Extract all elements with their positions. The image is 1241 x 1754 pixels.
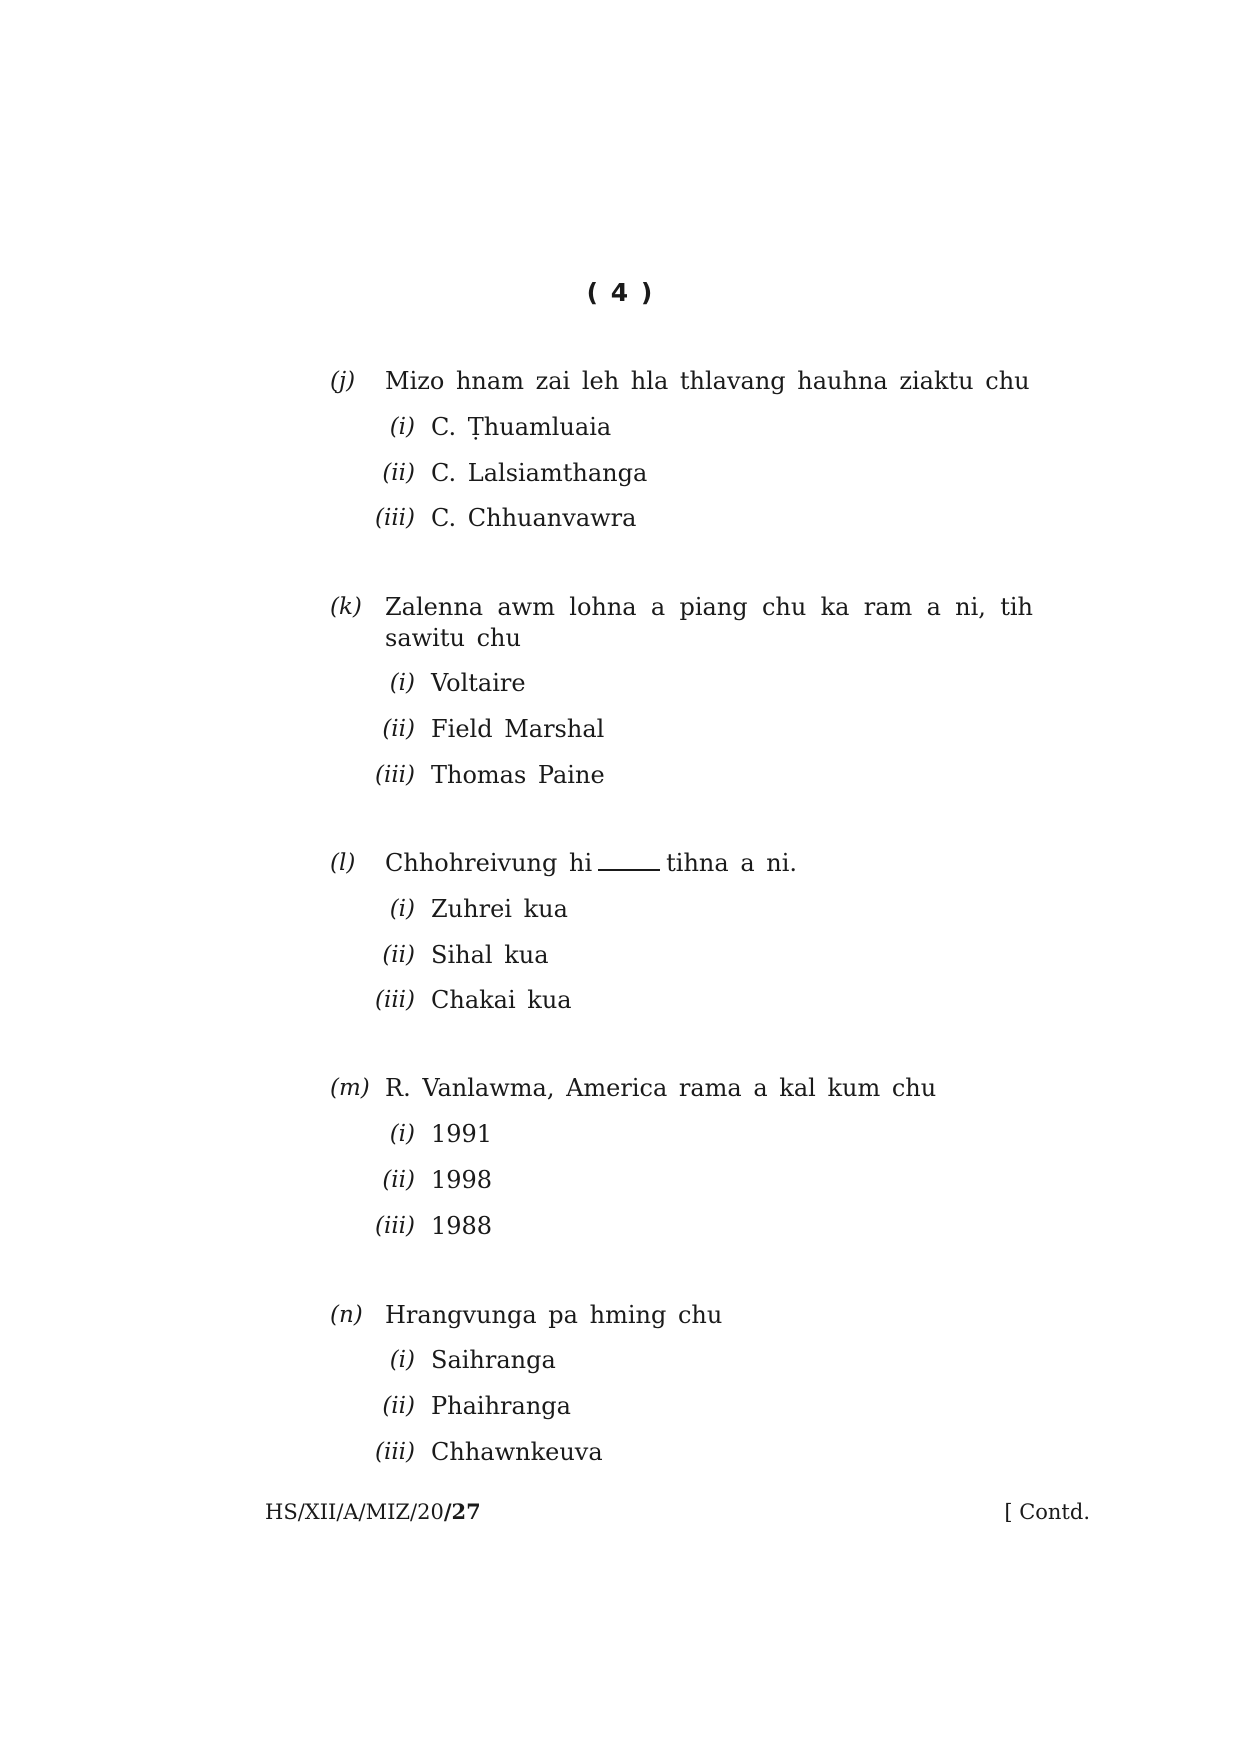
option-n-iii — [0, 1437, 1241, 1468]
option-text: Zuhrei kua — [431, 895, 568, 923]
option-text: 1991 — [431, 1120, 493, 1148]
paper-code-suffix: /27 — [443, 1499, 481, 1524]
option-text: Chakai kua — [431, 986, 572, 1014]
option-text: Field Marshal — [431, 715, 605, 743]
question-label: (n) — [330, 1302, 363, 1328]
option-label: (i) — [389, 1347, 415, 1373]
option-label: (iii) — [374, 762, 415, 788]
page-number: ( 4 ) — [586, 278, 655, 307]
option-label: (ii) — [382, 1167, 415, 1193]
option-l-iii — [0, 985, 1241, 1016]
option-label: (iii) — [374, 987, 415, 1013]
option-l-ii — [0, 940, 1241, 971]
option-m-i — [0, 1119, 1241, 1150]
option-k-iii — [0, 760, 1241, 791]
option-text: Saihranga — [431, 1346, 556, 1374]
option-l-i — [0, 894, 1241, 925]
option-m-iii — [0, 1211, 1241, 1242]
option-label: (ii) — [382, 716, 415, 742]
paper-code — [265, 1498, 481, 1526]
option-text: Thomas Paine — [431, 761, 605, 789]
option-m-ii — [0, 1165, 1241, 1196]
question-text — [385, 848, 1033, 879]
question-text: Mizo hnam zai leh hla thlavang hauhna ziaktu chu — [385, 367, 1030, 395]
option-label: (iii) — [374, 1213, 415, 1239]
option-text: Sihal kua — [431, 941, 549, 969]
option-n-i — [0, 1345, 1241, 1376]
option-text: Chhawnkeuva — [431, 1438, 603, 1466]
option-n-ii — [0, 1391, 1241, 1422]
option-text: Voltaire — [431, 669, 526, 697]
option-j-i — [0, 412, 1241, 443]
option-j-ii — [0, 458, 1241, 489]
option-k-i — [0, 668, 1241, 699]
question-label: (m) — [330, 1075, 370, 1101]
option-k-ii — [0, 714, 1241, 745]
question-label: (j) — [330, 368, 356, 394]
option-label: (ii) — [382, 942, 415, 968]
question-text: R. Vanlawma, America rama a kal kum chu — [385, 1074, 937, 1102]
option-text: 1988 — [431, 1212, 493, 1240]
option-text: 1998 — [431, 1166, 493, 1194]
option-text: C. Lalsiamthanga — [431, 459, 648, 487]
question-text: Hrangvunga pa hming chu — [385, 1301, 723, 1329]
option-label: (i) — [389, 670, 415, 696]
question-text-after: tihna a ni. — [666, 849, 798, 877]
paper-code-prefix: HS/XII/A/MIZ/20 — [265, 1500, 444, 1524]
question-text-before: Chhohreivung hi — [385, 849, 593, 877]
option-label: (i) — [389, 414, 415, 440]
option-text: C. Ṭhuamluaia — [431, 413, 612, 441]
question-label: (l) — [330, 850, 356, 876]
option-label: (ii) — [382, 460, 415, 486]
option-j-iii — [0, 503, 1241, 534]
question-label: (k) — [330, 594, 362, 620]
option-label: (iii) — [374, 1439, 415, 1465]
option-label: (i) — [389, 896, 415, 922]
option-text: Phaihranga — [431, 1392, 571, 1420]
option-text: C. Chhuanvawra — [431, 504, 637, 532]
option-label: (i) — [389, 1121, 415, 1147]
answer-blank — [598, 868, 660, 871]
question-text: Zalenna awm lohna a piang chu ka ram a ni, tih sawitu chu — [385, 593, 1033, 652]
option-label: (iii) — [374, 505, 415, 531]
option-label: (ii) — [382, 1393, 415, 1419]
contd-label: [ Contd. — [1004, 1500, 1090, 1524]
